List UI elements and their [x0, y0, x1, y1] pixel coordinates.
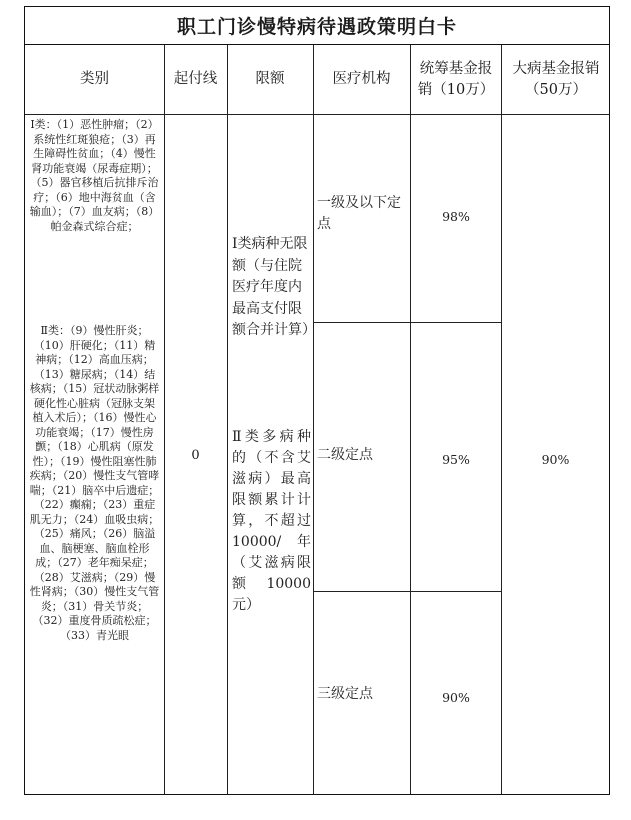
- category-class-one: Ⅰ类：（1）恶性肿瘤；（2）系统性红斑狼疮；（3）再生障碍性贫血；（4）慢性肾功能衰竭（尿毒症期）；（5）器官移植后抗排斥治疗；（6）地中海贫血（含输血）；（7）血友病；（8）帕金森式综合症；: [29, 118, 160, 233]
- header-limit: 限额: [255, 71, 285, 87]
- grid-line: [501, 45, 502, 794]
- category-class-two: Ⅱ类：（9）慢性肝炎；（10）肝硬化；（11）精神病；（12）高血压病；（13）糖尿病；（14）结核病；（15）冠状动脉粥样硬化性心脏病（冠脉支架植入术后）；（16）慢性心功能衰竭；（17）慢性房颤；（18）心肌病（原发性）；（19）慢性阻塞性肺疾病；（20）慢性支气管哮喘；（21）脑卒中后遗症；（22）癫痫；（23）重症肌无力；（24）血吸虫病；（25）痛风；（26）脑溢血、脑梗塞、脑血栓形成；（27）老年痴呆症；（28）艾滋病；（29）慢性肾病；（30）慢性支气管炎；（31）骨关节炎；（32）重度骨质疏松症；（33）青光眼: [29, 324, 160, 642]
- header-deductible: 起付线: [173, 71, 218, 87]
- limit-class-two: Ⅱ类多病种的（不含艾滋病）最高限额累计计算，不超过10000/年（艾滋病限额10000元）: [232, 429, 311, 613]
- card-title: 职工门诊慢特病待遇政策明白卡: [25, 7, 609, 45]
- institution-level-two: 二级定点: [317, 447, 373, 463]
- pooled-rate-level-two: 95%: [442, 452, 470, 467]
- institution-level-three: 三级定点: [317, 686, 373, 702]
- grid-line: [313, 322, 501, 323]
- grid-line: [410, 45, 411, 794]
- header-category: 类别: [80, 71, 109, 87]
- institution-level-one: 一级及以下定点: [317, 195, 401, 232]
- header-institution: 医疗机构: [332, 71, 391, 87]
- pooled-rate-level-three: 90%: [442, 690, 470, 705]
- header-pooled-fund: 统筹基金报销（10万）: [417, 60, 495, 98]
- serious-fund-rate: 90%: [541, 452, 570, 467]
- grid-line: [25, 114, 609, 115]
- grid-line: [313, 45, 314, 794]
- pooled-rate-level-one: 98%: [442, 209, 470, 224]
- limit-class-one: Ⅰ类病种无限额（与住院医疗年度内最高支付限额合并计算）: [232, 236, 316, 338]
- policy-card: [24, 6, 610, 795]
- header-serious-fund: 大病基金报销（50万）: [512, 60, 600, 98]
- grid-line: [227, 45, 228, 794]
- deductible-value: 0: [191, 447, 200, 463]
- grid-line: [313, 591, 501, 592]
